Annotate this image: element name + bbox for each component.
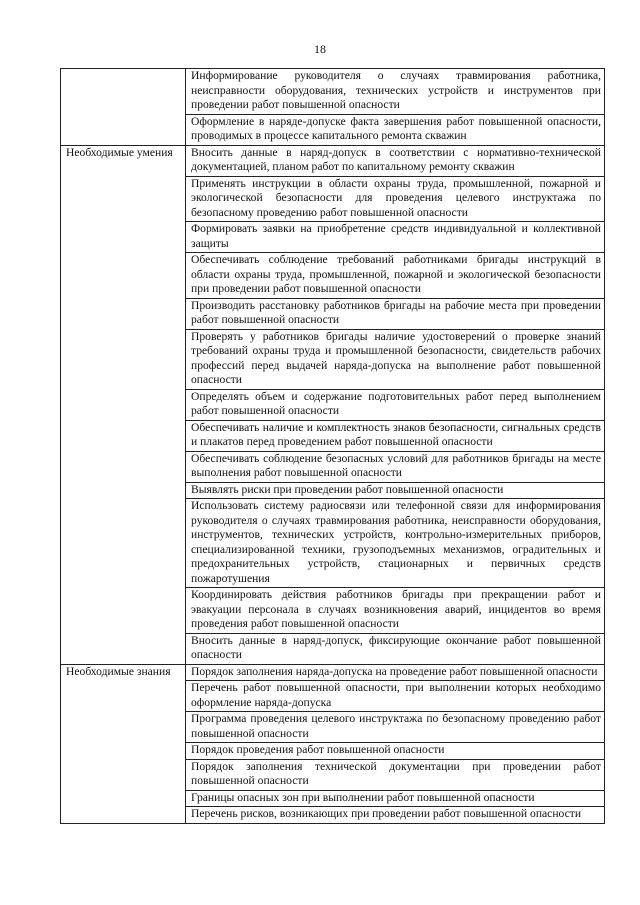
page-number: 18 [314, 42, 326, 56]
requirement-text: Обеспечивать наличие и комплектность знаков безопасности, сигнальных средств и плакатов перед проведением работ повышенной опасности [186, 420, 605, 451]
section-label: Необходимые умения [61, 145, 186, 664]
requirement-text: Границы опасных зон при выполнении работ повышенной опасности [186, 790, 605, 807]
requirement-text: Обеспечивать соблюдение безопасных условий для работников бригады на месте выполнения работ повышенной опасности [186, 451, 605, 482]
requirement-text: Производить расстановку работников бригады на рабочие места при проведении работ повышенной опасности [186, 298, 605, 329]
requirement-text: Выявлять риски при проведении работ повышенной опасности [186, 482, 605, 499]
requirement-text: Порядок заполнения наряда-допуска на проведение работ повышенной опасности [186, 664, 605, 681]
requirement-text: Вносить данные в наряд-допуск, фиксирующие окончание работ повышенной опасности [186, 633, 605, 664]
requirement-text: Программа проведения целевого инструктажа по безопасному проведению работ повышенной опасности [186, 712, 605, 743]
requirement-text: Использовать систему радиосвязи или телефонной связи для информирования руководителя о случаях травмирования работника, неисправности оборудования, инструментов, технических устройств, контрольно-измерительных приборов, специализированной техники, грузоподъемных механизмов, оградительных и предохранительных устройств, стационарных и первичных средств пожаротушения [186, 499, 605, 588]
table-row [61, 69, 605, 115]
table-row [61, 145, 605, 176]
requirements-table-body [61, 69, 605, 824]
requirement-text: Порядок заполнения технической документации при проведении работ повышенной опасности [186, 759, 605, 790]
requirement-text: Определять объем и содержание подготовительных работ перед выполнением работ повышенной опасности [186, 389, 605, 420]
requirements-table [60, 68, 605, 824]
section-label [61, 69, 186, 146]
requirement-text: Обеспечивать соблюдение требований работниками бригады инструкций в области охраны труда, промышленной, пожарной и экологической безопасности при проведении работ повышенной опасности [186, 253, 605, 299]
requirement-text: Перечень рисков, возникающих при проведении работ повышенной опасности [186, 807, 605, 824]
requirement-text: Применять инструкции в области охраны труда, промышленной, пожарной и экологической безопасности для проведения целевого инструктажа по безопасному проведению работ повышенной опасности [186, 176, 605, 222]
requirement-text: Проверять у работников бригады наличие удостоверений о проверке знаний требований охраны труда и промышленной безопасности, свидетельств рабочих профессий перед выдачей наряда-допуска на выполнение работ повышенной опасности [186, 329, 605, 389]
requirement-text: Информирование руководителя о случаях травмирования работника, неисправности оборудования, технических устройств и инструментов при проведении работ повышенной опасности [186, 69, 605, 115]
requirement-text: Порядок проведения работ повышенной опасности [186, 743, 605, 760]
table-row [61, 664, 605, 681]
section-label: Необходимые знания [61, 664, 186, 823]
requirement-text: Координировать действия работников бригады при прекращении работ и эвакуации персонала в случаях возникновения аварий, инцидентов во время проведения работ повышенной опасности [186, 588, 605, 634]
requirement-text: Оформление в наряде-допуске факта завершения работ повышенной опасности, проводимых в процессе капитального ремонта скважин [186, 114, 605, 145]
requirement-text: Вносить данные в наряд-допуск в соответствии с нормативно-технической документацией, планом работ по капитальному ремонту скважин [186, 145, 605, 176]
requirement-text: Формировать заявки на приобретение средств индивидуальной и коллективной защиты [186, 222, 605, 253]
requirement-text: Перечень работ повышенной опасности, при выполнении которых необходимо оформление наряда-допуска [186, 681, 605, 712]
